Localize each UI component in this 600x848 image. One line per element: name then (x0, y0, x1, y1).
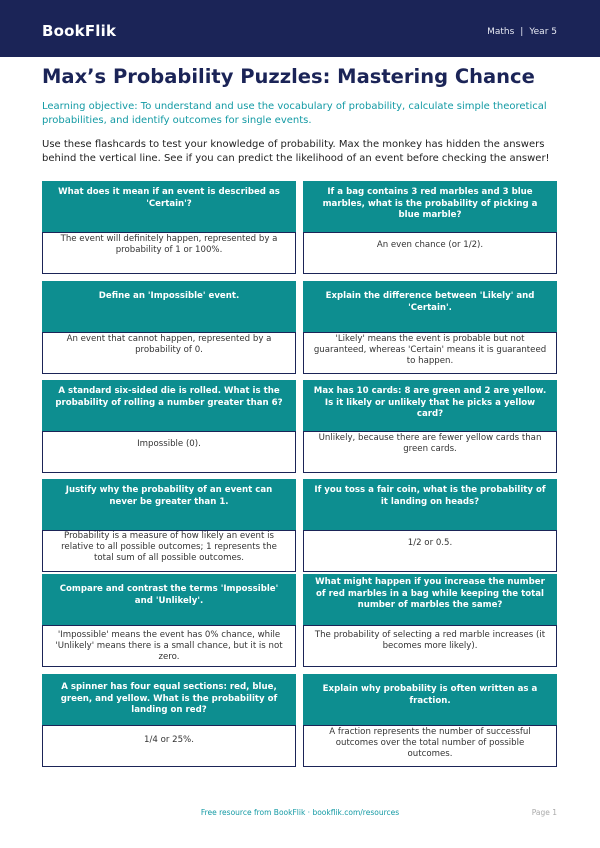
flashcard (303, 674, 557, 767)
flashcard-answer: The probability of selecting a red marble increases (it becomes more likely). (303, 625, 557, 667)
flashcard-answer: 'Likely' means the event is probable but not guaranteed, whereas 'Certain' means it is guaranteed to happen. (303, 332, 557, 374)
footer-credit: Free resource from BookFlik · bookflik.com/resources (200, 808, 400, 817)
flashcard (42, 574, 296, 667)
flashcard (303, 574, 557, 667)
flashcard (42, 281, 296, 374)
flashcard-question: If a bag contains 3 red marbles and 3 blue marbles, what is the probability of picking a blue marble? (303, 181, 557, 232)
flashcard (303, 281, 557, 374)
flashcard-answer: An event that cannot happen, represented by a probability of 0. (42, 332, 296, 374)
flashcard-question: Justify why the probability of an event can never be greater than 1. (42, 479, 296, 530)
flashcard-question: Max has 10 cards: 8 are green and 2 are yellow. Is it likely or unlikely that he picks a yellow card? (303, 380, 557, 431)
page-header (0, 0, 600, 57)
flashcard (42, 479, 296, 572)
flashcard-question: What might happen if you increase the number of red marbles in a bag while keeping the total number of marbles the same? (303, 574, 557, 625)
flashcard (42, 380, 296, 473)
flashcard-question: A spinner has four equal sections: red, blue, green, and yellow. What is the probability of landing on red? (42, 674, 296, 725)
flashcard-question: What does it mean if an event is described as 'Certain'? (42, 181, 296, 232)
subject-label: Maths (487, 27, 515, 37)
flashcard-question: A standard six-sided die is rolled. What is the probability of rolling a number greater than 6? (42, 380, 296, 431)
flashcard (42, 674, 296, 767)
flashcard (303, 479, 557, 572)
meta-separator: | (520, 27, 524, 37)
flashcard-question: Explain why probability is often written as a fraction. (303, 674, 557, 725)
flashcard (303, 181, 557, 274)
page-title: Max’s Probability Puzzles: Mastering Chance (42, 65, 535, 88)
flashcard (303, 380, 557, 473)
flashcard-question: Explain the difference between 'Likely' and 'Certain'. (303, 281, 557, 332)
flashcard-question: Define an 'Impossible' event. (42, 281, 296, 332)
flashcard (42, 181, 296, 274)
flashcard-answer: Impossible (0). (42, 431, 296, 473)
header-meta (487, 27, 557, 37)
flashcard-question: If you toss a fair coin, what is the probability of it landing on heads? (303, 479, 557, 530)
flashcard-answer: A fraction represents the number of successful outcomes over the total number of possible outcomes. (303, 725, 557, 767)
flashcard-answer: Probability is a measure of how likely an event is relative to all possible outcomes; 1 represents the total sum of all possible outcomes. (42, 530, 296, 572)
flashcard-answer: An even chance (or 1/2). (303, 232, 557, 274)
intro-text: Use these flashcards to test your knowledge of probability. Max the monkey has hidden the answers behind the vertical line. See if you can predict the likelihood of an event before checking the answer! (42, 139, 550, 164)
flashcard-question: Compare and contrast the terms 'Impossible' and 'Unlikely'. (42, 574, 296, 625)
flashcard-answer: Unlikely, because there are fewer yellow cards than green cards. (303, 431, 557, 473)
page-number: Page 1 (531, 808, 557, 817)
flashcard-answer: The event will definitely happen, represented by a probability of 1 or 100%. (42, 232, 296, 274)
flashcard-answer: 1/4 or 25%. (42, 725, 296, 767)
flashcard-answer: 1/2 or 0.5. (303, 530, 557, 572)
year-label: Year 5 (529, 27, 557, 37)
learning-objective: Learning objective: To understand and use the vocabulary of probability, calculate simple theoretical probabilities, and identify outcomes for single events. (42, 101, 547, 126)
flashcard-answer: 'Impossible' means the event has 0% chance, while 'Unlikely' means there is a small chance, but it is not zero. (42, 625, 296, 667)
brand-logo: BookFlik (42, 22, 117, 40)
